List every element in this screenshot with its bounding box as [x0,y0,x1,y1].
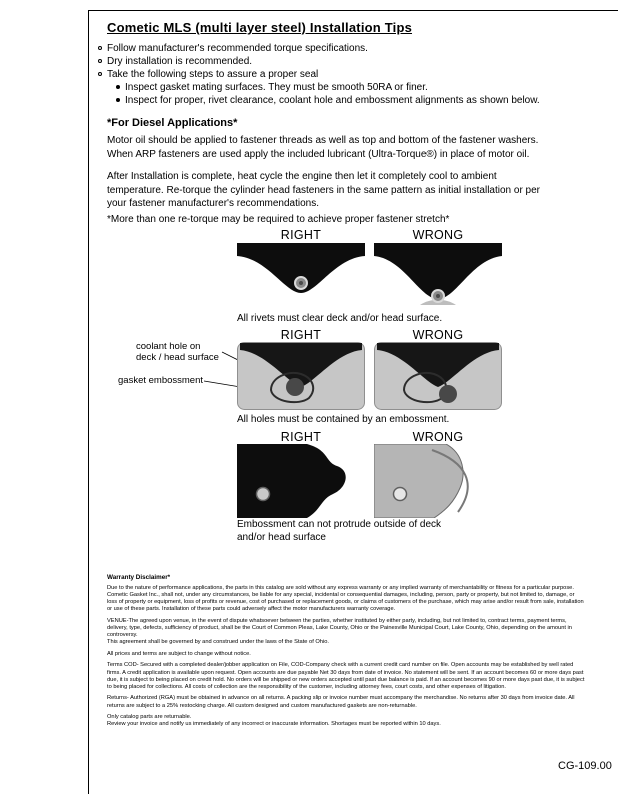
tip-text: Dry installation is recommended. [107,56,253,67]
list-item [116,81,584,94]
edge-protrusion-right-diagram [237,444,365,518]
page-title: Cometic MLS (multi layer steel) Installation Tips [107,20,413,35]
right-label: RIGHT [280,228,322,242]
diesel-applications-heading: *For Diesel Applications* [107,117,238,129]
warranty-disclaimer [107,574,585,733]
warranty-paragraph: Returns- Authorized (RGA) must be obtained in advance on all returns. A packing slip or invoice number must accompany the merchandise. No returns after 30 days from invoice date. All returns are subject to a 25% restocking charge. All custom designed and custom manufactured gaskets are non-returnable. [107,695,575,709]
coolant-hole-callout [136,341,219,363]
list-item [116,94,584,107]
tip-text: Inspect gasket mating surfaces. They must be smooth 50RA or finer. [125,82,428,93]
warranty-paragraph: Terms COD- Secured with a completed dealer/jobber application on File, COD-Company check with a current credit card number on file. Open accounts may be established by well rated firms. A credit application is available upon request. Open accounts are due payable Net 30 days from date of invoice. No statement will be sent. If an account becomes 60 or more days past due, it is subject to being placed on credit hold. No orders will be shipped or new orders accepted until past due balance is paid. If an account becomes 90 or more days past due, it is subject to being placed for collections. All costs of collection are the responsibility of the customer, including attorney fees, court costs, and other expenses of litigation. [107,662,585,690]
wrong-label: WRONG [412,328,464,342]
tip-text: Inspect for proper, rivet clearance, coolant hole and embossment alignments as shown below. [125,95,540,106]
warranty-paragraph: Review your invoice and notify us immediately of any incorrect or inaccurate information. Shortages must be reported within 10 days. [107,721,441,728]
callout-line: deck / head surface [136,352,219,363]
warranty-paragraph: This agreement shall be governed by and construed under the laws of the State of Ohio. [107,639,329,646]
callout-line: coolant hole on [136,341,201,352]
list-item [98,68,584,81]
row3-caption [237,519,441,544]
retorque-note: *More than one re-torque may be required to achieve proper fastener stretch* [107,214,450,225]
warranty-heading: Warranty Disclaimer* [107,574,171,581]
gasket-embossment-callout: gasket embossment [118,375,204,386]
tip-text: Take the following steps to assure a proper seal [107,69,319,80]
rivet-clearance-right-diagram [237,243,365,305]
caption-line: and/or head surface [237,531,326,543]
edge-protrusion-wrong-diagram [374,444,502,518]
tip-text: Follow manufacturer's recommended torque specifications. [107,43,368,54]
warranty-paragraph: VENUE-The agreed upon venue, in the event of dispute whatsoever between the parties, whether instituted by either party, including, but not limited to, contract terms, payment terms, delivery, type, defects, sufficiency of product, shall be the Court of Common Pleas, Lake County, Ohio or the Painesville Municipal Court, Lake County, Ohio, depending on the amount in controversy. [107,617,572,639]
right-label: RIGHT [280,430,322,444]
row2-caption: All holes must be contained by an embossment. [237,414,450,425]
bullet-circle-icon [98,46,102,50]
wrong-label: WRONG [412,430,464,444]
warranty-paragraph: All prices and terms are subject to change without notice. [107,650,251,657]
bullet-dot-icon [116,85,120,89]
bullet-dot-icon [116,98,120,102]
embossment-containment-wrong-diagram [374,342,502,410]
wrong-label: WRONG [412,228,464,242]
list-item [98,42,584,55]
right-label: RIGHT [280,328,322,342]
warranty-paragraph: Only catalog parts are returnable. [107,714,192,721]
bullet-circle-icon [98,72,102,76]
warranty-paragraph: Due to the nature of performance applications, the parts in this catalog are sold without any express warranty or any implied warranty of merchantability or fitness for a particular purpose. Cometic Gasket Inc., shall not, under any circumstances, be liable for any special, incidental or consequential damages, including, person, party or property, but not limited to, damage, or loss of property or equipment, loss of profits or revenue, cost of purchased or replacement goods, or claims of customers of the purchase, which may arise and/or result from sale, installation or use of these parts. Installation of these parts could adversely affect the motor manufacturers warranty coverage. [107,584,584,613]
bullet-circle-icon [98,59,102,63]
rivet-clearance-wrong-diagram [374,243,502,305]
embossment-containment-right-diagram [237,342,365,410]
diesel-paragraph: After Installation is complete, heat cycle the engine then let it completely cool to ambient temperature. Re-torque the cylinder head fasteners in the same pattern as initial installation or per your fastener manufacturer's recommendations. [107,171,541,209]
list-item [98,55,584,68]
diesel-paragraph: Motor oil should be applied to fastener threads as well as top and bottom of the fastener washers. When ARP fasteners are used apply the included lubricant (Ultra-Torque®) in place of motor oil. [107,135,539,160]
caption-line: Embossment can not protrude outside of deck [237,519,442,530]
row1-caption: All rivets must clear deck and/or head surface. [237,313,443,324]
installation-tips-list [98,42,584,107]
page-number: CG-109.00 [558,760,612,772]
